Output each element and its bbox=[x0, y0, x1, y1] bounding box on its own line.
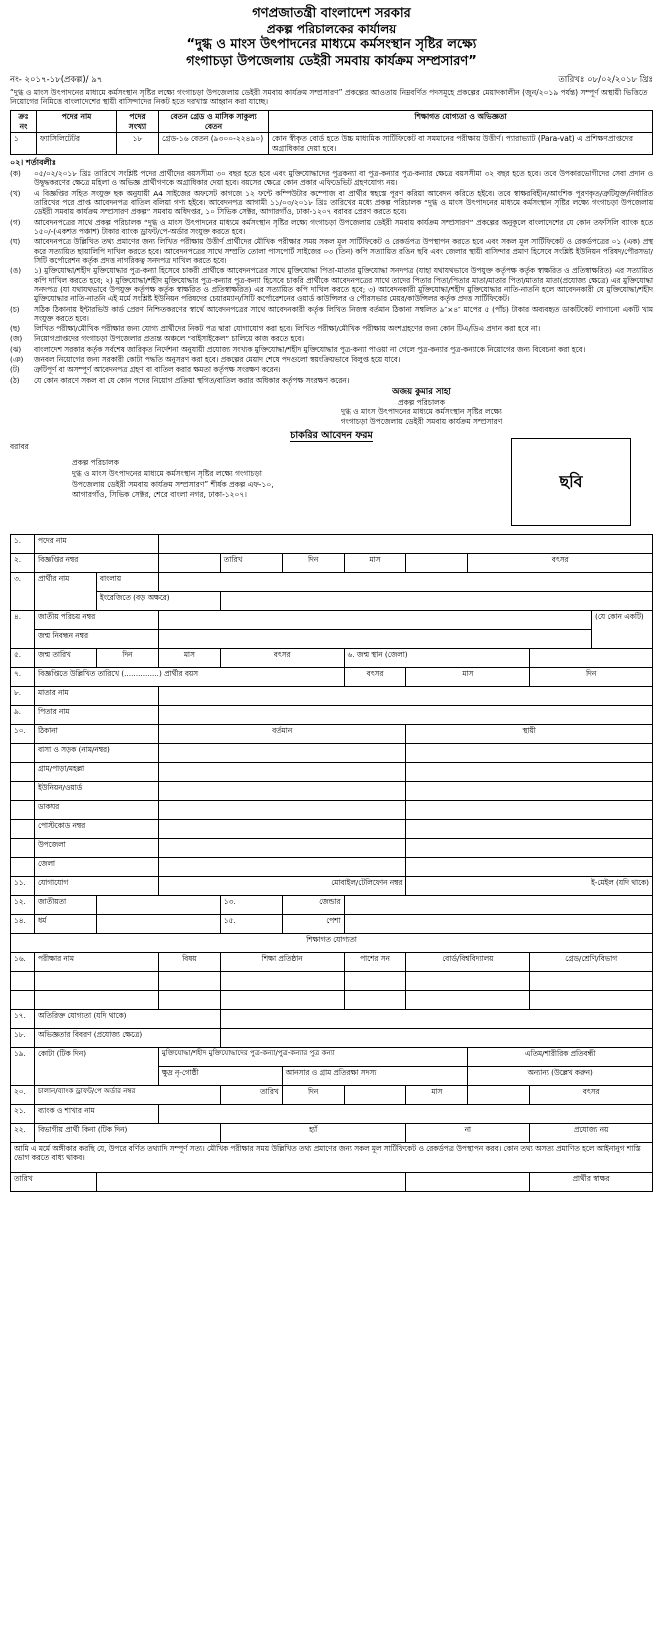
dob-month-label: মাস bbox=[158, 648, 220, 667]
name-english-label: ইংরেজিতে (বড় অক্ষরে) bbox=[96, 591, 220, 610]
condition-key: (ঘ) bbox=[10, 237, 21, 247]
list-item bbox=[10, 324, 653, 333]
mother-name-field[interactable] bbox=[158, 686, 652, 705]
present-address-label: বর্তমান bbox=[158, 724, 406, 743]
table-row bbox=[11, 971, 653, 990]
form-row-religion bbox=[11, 914, 653, 933]
signatory-line1: দুগ্ধ ও মাংস উৎপাদনের মাধ্যমে কর্মসংস্থান সৃষ্টির লক্ষ্যে bbox=[341, 407, 502, 417]
intro-paragraph: “দুগ্ধ ও মাংস উৎপাদনের মাধ্যমে কর্মসংস্থান সৃষ্টির লক্ষ্যে গংগাচড়া উপজেলায় ডেইরী সমবায় কার্যক্রম সম্প্রসারণ” প্রকল্পের আওতায় নিম্নবর্ণিত পদসমূহে প্রকল্পের মেয়াদকালীন (জুন/২০১৯ পর্যন্ত) সম্পূর্ণ অস্থায়ী ভিত্তিতে নিয়োগের নিমিত্তে বাংলাদেশের স্থায়ী বাসিন্দাদের নিকট হতে দরখাস্ত আহ্বান করা যাচ্ছে। bbox=[10, 87, 648, 107]
gender-field[interactable] bbox=[344, 895, 652, 914]
name-english-field[interactable] bbox=[220, 591, 652, 610]
form-row-mother bbox=[11, 686, 653, 705]
cell-post-count: ১৮ bbox=[117, 133, 159, 155]
row-number: ১৮. bbox=[11, 1028, 35, 1047]
institution-field[interactable] bbox=[220, 990, 344, 1009]
list-item bbox=[10, 189, 653, 217]
row-number bbox=[11, 762, 35, 781]
condition-text: ০৫/০২/২০১৮ খ্রিঃ তারিখে সংশ্লিষ্ট পদের প্রার্থীদের বয়সসীমা ৩০ বছর হতে হবে এবং মুক্তিযোদ্ধাদের পুত্রকন্যা বা পুত্র-কন্যার পুত্র-কন্যার ক্ষেত্রে বয়সসীমা ৩২ বছর হতে হবে। তবে উপকারভোগীদের সেবা প্রদান ও উদ্বুদ্ধকরণের ক্ষেত্রে মহিলা ও অভিজ্ঞ প্রার্থীগণকে অগ্রাধিকার দেয়া হবে। বয়সের ক্ষেত্রে কোন প্রকার এফিডেভিট গ্রহণযোগ্য নয়। bbox=[34, 168, 653, 188]
row-number: ১২. bbox=[11, 895, 35, 914]
list-item bbox=[10, 169, 653, 188]
condition-text: বাংলাদেশ সরকার কর্তৃক সর্বশেষ জারিকৃত নির্দেশনা অনুযায়ী প্রযোজ্য সংখ্যক মুক্তিযোদ্ধা/শহীদ মুক্তিযোদ্ধার পুত্র-কন্যা পাওয়া না গেলে পুত্র-কন্যার পুত্র-কন্যাকে নিয়োগের জন্য বিবেচনা করা হবে। bbox=[34, 344, 586, 354]
signatory-name: অজয় কুমার সাহা bbox=[392, 387, 451, 398]
row-number bbox=[11, 990, 35, 1009]
board-field[interactable] bbox=[406, 990, 530, 1009]
circular-no-label: বিজ্ঞপ্তির নম্বর bbox=[34, 553, 158, 572]
permanent-upazila-field[interactable] bbox=[406, 838, 653, 857]
row-number: ১৪. bbox=[11, 914, 35, 933]
payment-year-label: বৎসর bbox=[530, 1085, 653, 1104]
extra-qualification-field[interactable] bbox=[220, 1009, 652, 1028]
memo-number: নং- ২০১৭-১৮(প্রকল্প)/ ৯৭ bbox=[10, 75, 103, 86]
month-field[interactable] bbox=[406, 553, 468, 572]
form-row-address bbox=[11, 838, 653, 857]
row-number: ১৬. bbox=[11, 952, 35, 971]
condition-text: ১) মুক্তিযোদ্ধা/শহীদ মুক্তিযোদ্ধার পুত্র-কন্যা হিসেবে চাকরী প্রার্থীকে আবেদনপত্রের সাথে মুক্তিযোদ্ধা পিতা-মাতার মুক্তিযোদ্ধা সনদপত্র (যাহা যথাযথভাবে উপযুক্ত কর্তৃপক্ষ কর্তৃক স্বাক্ষরিত ও প্রতিস্বাক্ষরিত) এর সত্যায়িত কপি দাখিল করতে হবে; ২) মুক্তিযোদ্ধা/শহীদ মুক্তিযোদ্ধার পুত্র-কন্যার পুত্র-কন্যা হিসেবে চাকরি প্রার্থীকে আবেদনপত্রের সাথে তাদের পিতার পিতা/পিতার মাতা/মাতার পিতা/মাতার মাতা(প্রযোজ্য ক্ষেত্রে) এর মুক্তিযোদ্ধা সনদপত্র (যা যথাযথভাবে উপযুক্ত কর্তৃপক্ষ কর্তৃক স্বাক্ষরিত ও প্রতিস্বাক্ষরিত) এর সত্যায়িত কপি দাখিল করতে হবে; ৩) আবেদনকারী মুক্তিযোদ্ধা/শহীদ মুক্তিযোদ্ধার নাতি-নাতনি হলে আবেদনকারী যে মুক্তিযোদ্ধা/শহীদ মুক্তিযোদ্ধার নাতি-নাতনি এই মর্মে সংশ্লিষ্ট ইউনিয়ন পরিষদের চেয়ারম্যান/সিটি কর্পোরেশনের ওয়ার্ড কাউন্সিলর ও পৌরসভার মেয়র/কাউন্সিলর কর্তৃক প্রদত্ত সার্টিফিকেট। bbox=[34, 266, 653, 304]
row-number bbox=[11, 819, 35, 838]
address-village-label: গ্রাম/পাড়া/মহল্লা bbox=[34, 762, 158, 781]
government-title: গণপ্রজাতন্ত্রী বাংলাদেশ সরকার bbox=[252, 6, 411, 21]
board-label: বোর্ড/বিশ্ববিদ্যালয় bbox=[406, 952, 530, 971]
condition-text: যে কোন কারণে সকল বা যে কোন পদের নিয়োগ প্রক্রিয়া স্থগিত/বাতিল করার অধিকার কর্তৃপক্ষ সংরক্ষণ করেন। bbox=[34, 375, 350, 385]
row-number: ১. bbox=[11, 534, 35, 553]
list-item bbox=[10, 305, 653, 324]
sign-date-field[interactable] bbox=[96, 1172, 406, 1191]
conditions-title: ০২। শর্তাবলীঃ bbox=[10, 157, 57, 167]
applicant-name-label: প্রার্থীর নাম bbox=[34, 572, 96, 610]
project-title-line1: “দুগ্ধ ও মাংস উৎপাদনের মাধ্যমে কর্মসংস্থান সৃষ্টির লক্ষ্যে bbox=[186, 37, 477, 53]
cell-post-name: ফ্যাসিলিটেটর bbox=[37, 133, 117, 155]
cell-salary: গ্রেড-১৬ বেতন (৯৩০০-২২৪৯০) bbox=[159, 133, 269, 155]
form-row-name-en bbox=[11, 591, 653, 610]
row-number: ২. bbox=[11, 553, 35, 572]
row-number: ১১. bbox=[11, 876, 35, 895]
row-number: ৩. bbox=[11, 572, 35, 610]
age-label: বিজ্ঞপ্তিতে উল্লিখিত তারিখে (...............) প্রার্থীর বয়স bbox=[34, 667, 344, 686]
institution-field[interactable] bbox=[220, 971, 344, 990]
list-item bbox=[10, 237, 653, 265]
circular-no-field[interactable] bbox=[158, 553, 220, 572]
row-number bbox=[11, 743, 35, 762]
board-field[interactable] bbox=[406, 971, 530, 990]
name-bangla-label: বাংলায় bbox=[96, 572, 158, 591]
grade-field[interactable] bbox=[530, 990, 653, 1009]
father-name-label: পিতার নাম bbox=[34, 705, 158, 724]
conditions-list bbox=[10, 169, 653, 385]
permanent-address-label: স্থায়ী bbox=[406, 724, 653, 743]
form-row-departmental bbox=[11, 1123, 653, 1142]
bank-label: ব্যাংক ও শাখার নাম bbox=[34, 1104, 158, 1123]
row-number: ৭. bbox=[11, 667, 35, 686]
present-district-field[interactable] bbox=[158, 857, 406, 876]
row-number bbox=[11, 857, 35, 876]
dob-label: জন্ম তারিখ bbox=[34, 648, 96, 667]
form-row-address bbox=[11, 781, 653, 800]
email-label: ই-মেইল (যদি থাকে) bbox=[406, 876, 653, 895]
address-district-label: জেলা bbox=[34, 857, 158, 876]
row-number: ৫. bbox=[11, 648, 35, 667]
address-union-label: ইউনিয়ন/ওয়ার্ড bbox=[34, 781, 158, 800]
form-row-age bbox=[11, 667, 653, 686]
list-item bbox=[10, 365, 653, 374]
row-number: ১৭. bbox=[11, 1009, 35, 1028]
occupation-field[interactable] bbox=[344, 914, 652, 933]
age-day-label: দিন bbox=[530, 667, 653, 686]
form-row-address bbox=[11, 800, 653, 819]
row-number: ৪. bbox=[11, 610, 35, 648]
quota-ethnic[interactable]: ক্ষুদ্র নৃ-গোষ্ঠী bbox=[158, 1066, 282, 1085]
declaration-text: আমি এ মর্মে অঙ্গীকার করছি যে, উপরে বর্ণিত তথ্যাদি সম্পূর্ণ সত্য। মৌখিক পরীক্ষার সময় উল্লিখিত তথ্য প্রমাণের জন্য সকল মূল সার্টিফিকেট ও রেকর্ডপত্র উপস্থাপন করব। কোন তথ্য অসত্য প্রমাণিত হলে আইনানুগ শাস্তি ভোগ করতে বাধ্য থাকব। bbox=[11, 1142, 653, 1172]
address-upazila-label: উপজেলা bbox=[34, 838, 158, 857]
contact-label: যোগাযোগ bbox=[34, 876, 158, 895]
payment-day-field[interactable] bbox=[344, 1085, 406, 1104]
departmental-na[interactable]: প্রযোজ্য নয় bbox=[530, 1123, 653, 1142]
subject-label: বিষয় bbox=[158, 952, 220, 971]
address-postcode-label: পোস্টকোড নম্বর bbox=[34, 819, 158, 838]
cell-qualification: কোন স্বীকৃত বোর্ড হতে উচ্চ মাধ্যমিক সার্টিফিকেট বা সমমানের পরীক্ষায় উত্তীর্ণ। প্যারাভ্যাট (Para-vat) এ প্রশিক্ষণপ্রাপ্তদের অগ্রাধিকার দেয়া হবে। bbox=[269, 133, 653, 155]
exam-name-field[interactable] bbox=[34, 990, 158, 1009]
col-post-count: পদের সংখ্যা bbox=[117, 111, 159, 133]
form-row-name-bn bbox=[11, 572, 653, 591]
memo-line bbox=[10, 75, 653, 86]
form-row-nid bbox=[11, 610, 653, 629]
nid-label: জাতীয় পরিচয় নম্বর bbox=[34, 610, 158, 629]
form-row-payment bbox=[11, 1085, 653, 1104]
applicant-signature-field[interactable] bbox=[406, 1172, 530, 1191]
birth-reg-field[interactable] bbox=[158, 629, 591, 648]
row-number bbox=[11, 971, 35, 990]
list-item bbox=[10, 218, 653, 237]
office-title: প্রকল্প পরিচালকের কার্যালয় bbox=[266, 22, 397, 37]
row-number: ৮. bbox=[11, 686, 35, 705]
address-block bbox=[10, 442, 653, 534]
permanent-village-field[interactable] bbox=[406, 762, 653, 781]
experience-label: অভিজ্ঞতার বিবরণ (প্রযোজ্য ক্ষেত্রে) bbox=[34, 1028, 220, 1047]
passing-year-field[interactable] bbox=[344, 990, 406, 1009]
payment-day-label: দিন bbox=[282, 1085, 344, 1104]
row-number: ১০. bbox=[11, 724, 35, 743]
birth-reg-label: জন্ম নিবন্ধন নম্বর bbox=[34, 629, 158, 648]
address-label: ঠিকানা bbox=[34, 724, 158, 743]
row-number: ৯. bbox=[11, 705, 35, 724]
col-serial: ক্রঃ নং bbox=[11, 111, 37, 133]
condition-key: (চ) bbox=[10, 304, 20, 314]
permanent-postcode-field[interactable] bbox=[406, 819, 653, 838]
post-table bbox=[10, 110, 653, 155]
applicant-signature-label: প্রার্থীর স্বাক্ষর bbox=[530, 1172, 653, 1191]
address-line2: দুগ্ধ ও মাংস উৎপাদনের মাধ্যমে কর্মসংস্থান সৃষ্টির লক্ষ্যে গংগাচড়া bbox=[72, 468, 262, 478]
post-name-label: পদের নাম bbox=[34, 534, 158, 553]
col-salary: বেতন গ্রেড ও মাসিক সাকুল্য বেতন bbox=[159, 111, 269, 133]
present-house-field[interactable] bbox=[158, 743, 406, 762]
form-row-edu-head bbox=[11, 952, 653, 971]
gender-label: জেন্ডার bbox=[282, 895, 344, 914]
form-row-quota bbox=[11, 1047, 653, 1066]
post-name-field[interactable] bbox=[158, 534, 652, 553]
condition-key: (ঙ) bbox=[10, 266, 22, 276]
departmental-no[interactable]: না bbox=[406, 1123, 530, 1142]
extra-qualification-label: অতিরিক্ত যোগ্যতা (যদি থাকে) bbox=[34, 1009, 220, 1028]
subject-field[interactable] bbox=[158, 971, 220, 990]
form-row-edu-title bbox=[11, 933, 653, 952]
form-row-address bbox=[11, 819, 653, 838]
payment-number-label: চালান/ব্যাংক ড্রাফট/পে অর্ডার নম্বর bbox=[34, 1085, 220, 1104]
payment-month-label: মাস bbox=[406, 1085, 468, 1104]
address-line1: প্রকল্প পরিচালক bbox=[72, 457, 120, 467]
form-row-contact bbox=[11, 876, 653, 895]
departmental-label: বিভাগীয় প্রার্থী কিনা (টিক দিন) bbox=[34, 1123, 220, 1142]
month-label: মাস bbox=[344, 553, 406, 572]
list-item bbox=[10, 376, 653, 385]
bank-field[interactable] bbox=[158, 1104, 652, 1123]
quota-freedom-fighter[interactable]: মুক্তিযোদ্ধা/শহীদ মুক্তিযোদ্ধাদের পুত্র-কন্যা/পুত্র-কন্যার পুত্র কন্যা bbox=[158, 1047, 467, 1066]
address-line4: আগারগাঁও, সিভিক সেক্টর, শেরে বাংলা নগর, ঢাকা-১২০৭। bbox=[72, 490, 247, 500]
form-row-birth-reg bbox=[11, 629, 653, 648]
circular-date-label: তারিখ bbox=[220, 553, 282, 572]
condition-text: জনবল নিয়োগের জন্য সরকারী কোটা পদ্ধতি অনুসরণ করা হবে। প্রকল্পের মেয়াদ শেষে পদগুলো স্বয়ংক্রিয়ভাবে বিলুপ্ত হয়ে যাবে। bbox=[34, 355, 401, 365]
condition-key: (গ) bbox=[10, 217, 21, 227]
condition-key: (ক) bbox=[10, 168, 21, 178]
condition-key: (ঠ) bbox=[10, 375, 20, 385]
departmental-yes[interactable]: হ্যাঁ bbox=[220, 1123, 406, 1142]
present-postoffice-field[interactable] bbox=[158, 800, 406, 819]
condition-key: (ঞ) bbox=[10, 355, 24, 365]
row-number: ১৫. bbox=[220, 914, 282, 933]
list-item bbox=[10, 334, 653, 343]
form-row-extra-qual bbox=[11, 1009, 653, 1028]
list-item bbox=[10, 355, 653, 364]
letterhead bbox=[10, 6, 653, 71]
permanent-district-field[interactable] bbox=[406, 857, 653, 876]
cell-serial: ১ bbox=[11, 133, 37, 155]
condition-text: সঠিক ঠিকানায় ইন্টারভিউ কার্ড প্রেরণ নিশ্চিতকরণের স্বার্থে আবেদনপত্রের সাথে আবেদনকারী কর্তৃক লিখিত নিজস্ব বর্তমান ঠিকানা সম্বলিত ৯″×৪″ মাপের ৫ (পাঁচ) টাকার অব্যবহৃত ডাকটিকেট লাগানো একটি খাম সংযুক্ত করতে হবে। bbox=[34, 304, 653, 323]
row-number bbox=[11, 781, 35, 800]
present-union-field[interactable] bbox=[158, 781, 406, 800]
mother-name-label: মাতার নাম bbox=[34, 686, 158, 705]
form-row-address bbox=[11, 857, 653, 876]
row-number: ২১. bbox=[11, 1104, 35, 1123]
address-body bbox=[72, 458, 432, 502]
form-row-address bbox=[11, 743, 653, 762]
name-bangla-field[interactable] bbox=[158, 572, 652, 591]
birth-place-label: ৬. জন্ম স্থান (জেলা) bbox=[344, 648, 530, 667]
present-upazila-field[interactable] bbox=[158, 838, 406, 857]
condition-key: (জ) bbox=[10, 334, 23, 344]
permanent-postoffice-field[interactable] bbox=[406, 800, 653, 819]
form-row-father bbox=[11, 705, 653, 724]
condition-text: এ বিজ্ঞপ্তির সহিত সংযুক্ত ছক অনুযায়ী A4 সাইজের অফসেট কাগজে ১২ ফন্টে কম্পিউটার কম্পোজ বা প্রার্থীর স্বহস্তে পূরণ করিয়া আবেদন করিতে হইবে। তবে স্বাক্ষরবিহীন/আংশিক পূরণকৃত/ত্রুটিযুক্ত/নির্ধারিত তারিখের পরে প্রাপ্ত আবেদনপত্র বাতিল বলিয়া গণ্য হইবে। আবেদনপত্র আগামী ১১/০৩/২০১৮ খ্রিঃ তারিখের মধ্যে প্রকল্প পরিচালক “দুগ্ধ ও মাংস উৎপাদনের মাধ্যমে কর্মসংস্থান সৃষ্টির লক্ষ্যে গংগাচড়া উপজেলায় ডেইরী সমবায় কার্যক্রম সম্প্রসারণ প্রকল্প” সমবায় অধিদপ্তর, ১০ সিভিক সেক্টর, আগারগাঁও, ঢাকা-১২০৭ বরাবর প্রেরণ করতে হবে। bbox=[34, 188, 653, 217]
form-row-address bbox=[11, 762, 653, 781]
col-post-name: পদের নাম bbox=[37, 111, 117, 133]
present-village-field[interactable] bbox=[158, 762, 406, 781]
quota-label: কোটা (টিক দিন) bbox=[34, 1047, 158, 1085]
condition-text: লিখিত পরীক্ষা/মৌখিক পরীক্ষার জন্য যোগ্য প্রার্থীদের নিকট পত্র দ্বারা যোগাযোগ করা হবে। লিখিত পরীক্ষা/মৌখিক পরীক্ষায় অংশগ্রহণের জন্য কোন টিএ/ডিএ প্রদান করা হবে না। bbox=[34, 324, 541, 334]
exam-name-field[interactable] bbox=[34, 971, 158, 990]
permanent-house-field[interactable] bbox=[406, 743, 653, 762]
grade-field[interactable] bbox=[530, 971, 653, 990]
form-row-signature bbox=[11, 1172, 653, 1191]
condition-key: (ট) bbox=[10, 365, 20, 375]
religion-label: ধর্ম bbox=[34, 914, 96, 933]
table-row bbox=[11, 990, 653, 1009]
application-form bbox=[10, 534, 653, 1192]
phone-label: মোবাইল/টেলিফোন নম্বর bbox=[158, 876, 406, 895]
quota-other[interactable]: অন্যান্য (উল্লেখ করুন) bbox=[468, 1066, 653, 1085]
quota-orphan-disabled[interactable]: এতিম/শারীরিক প্রতিবন্ধী bbox=[468, 1047, 653, 1066]
row-number: ১৯. bbox=[11, 1047, 35, 1085]
form-row-nationality bbox=[11, 895, 653, 914]
religion-field[interactable] bbox=[96, 914, 220, 933]
subject-field[interactable] bbox=[158, 990, 220, 1009]
either-one-note: (যে কোন একটি) bbox=[592, 610, 653, 648]
address-to: বরাবর bbox=[10, 441, 29, 451]
row-number bbox=[11, 838, 35, 857]
table-row bbox=[11, 133, 653, 155]
dob-year-label: বৎসর bbox=[220, 648, 344, 667]
condition-text: ত্রুটিপূর্ণ বা অসম্পূর্ণ আবেদনপত্র গ্রহণ বা বাতিল করার ক্ষমতা কর্তৃপক্ষ সংরক্ষণ করেন। bbox=[34, 365, 281, 375]
row-number: ২০. bbox=[11, 1085, 35, 1104]
condition-key: (খ) bbox=[10, 188, 21, 198]
age-year-label: বৎসর bbox=[344, 667, 406, 686]
occupation-label: পেশা bbox=[282, 914, 344, 933]
condition-key: (ঝ) bbox=[10, 344, 22, 354]
condition-text: নিয়োগপ্রাপ্তদের গংগাচড়া উপজেলার প্রত্যন্ত অঞ্চলে “বাইসাইকেল” চালিয়ে কাজ করতে হবে। bbox=[34, 334, 304, 344]
col-qualification: শিক্ষাগত যোগ্যতা ও অভিজ্ঞতা bbox=[269, 111, 653, 133]
passing-year-label: পাশের সন bbox=[344, 952, 406, 971]
nationality-label: জাতীয়তা bbox=[34, 895, 96, 914]
form-row-bank bbox=[11, 1104, 653, 1123]
form-row-post bbox=[11, 534, 653, 553]
condition-key: (ছ) bbox=[10, 324, 21, 334]
row-number: ১৩. bbox=[220, 895, 282, 914]
form-row-circular bbox=[11, 553, 653, 572]
experience-field[interactable] bbox=[220, 1028, 652, 1047]
education-title: শিক্ষাগত যোগ্যতা bbox=[11, 933, 653, 952]
nid-field[interactable] bbox=[158, 610, 591, 629]
memo-date: তারিখঃ ০৮/০২/২০১৮ খ্রিঃ bbox=[558, 75, 653, 86]
address-house-label: বাসা ও সড়ক (নাম/নম্বর) bbox=[34, 743, 158, 762]
grade-label: গ্রেড/শ্রেণি/বিভাগ bbox=[530, 952, 653, 971]
address-line3: উপজেলায় ডেইরী সমবায় কার্যক্রম সম্প্রসারণ” শীর্ষক প্রকল্প এফ-১০, bbox=[72, 479, 274, 489]
present-postcode-field[interactable] bbox=[158, 819, 406, 838]
sign-date-label: তারিখ bbox=[11, 1172, 97, 1191]
year-label: বৎসর bbox=[468, 553, 653, 572]
condition-text: আবেদনপত্রের সাথে প্রকল্প পরিচালক “দুগ্ধ ও মাংস উৎপাদনের মাধ্যমে কর্মসংস্থান সৃষ্টির লক্ষ্যে গংগাচড়া উপজেলায় ডেইরী সমবায় কার্যক্রম সম্প্রসারণ” প্রকল্পের অনুকূলে বাংলাদেশের যে কোন তফসিলি ব্যাংক হতে ১৫০/-(একশত পঞ্চাশ) টাকার ব্যাংক ড্রাফট/পে-অর্ডার সংযুক্ত করতে হবে। bbox=[34, 217, 653, 236]
form-row-declaration bbox=[11, 1142, 653, 1172]
form-row-address-head bbox=[11, 724, 653, 743]
form-row-dob bbox=[11, 648, 653, 667]
birth-place-field[interactable] bbox=[530, 648, 653, 667]
project-title-line2: গংগাচড়া উপজেলায় ডেইরী সমবায় কার্যক্রম সম্প্রসারণ” bbox=[186, 54, 477, 70]
condition-text: আবেদনপত্রে উল্লিখিত তথ্য প্রমাণের জন্য লিখিত পরীক্ষায় উত্তীর্ণ প্রার্থীদের মৌখিক পরীক্ষার সময় সকল মূল সার্টিফিকেট ও রেকর্ডপত্র উপস্থাপন করতে হবে এবং সকল মূল সার্টিফিকেট ও রেকর্ডপত্রের ০১ (এক) প্রস্থ করে সত্যায়িত ছায়ালিপি দাখিল করতে হবে। আবেদনপত্রের সাথে সম্প্রতি তোলা পাসপোর্ট সাইজের ০৩ (তিন) কপি সত্যায়িত রঙিন ছবি এবং জেলার স্থায়ী বাসিন্দার প্রমাণ হিসেবে সংশ্লিষ্ট ইউনিয়ন পরিষদ/পৌরসভা/সিটি কর্পোরেশন কর্তৃক প্রদত্ত নাগরিকত্ব সনদপত্র দাখিল করতে হবে। bbox=[34, 237, 653, 265]
exam-name-label: পরীক্ষার নাম bbox=[34, 952, 158, 971]
signatory-designation: প্রকল্প পরিচালক bbox=[397, 397, 445, 407]
post-table-header bbox=[11, 111, 653, 133]
photo-box[interactable]: ছবি bbox=[511, 438, 631, 526]
form-row-experience bbox=[11, 1028, 653, 1047]
payment-month-field[interactable] bbox=[468, 1085, 530, 1104]
permanent-union-field[interactable] bbox=[406, 781, 653, 800]
day-label: দিন bbox=[282, 553, 344, 572]
list-item bbox=[10, 266, 653, 303]
signature-block bbox=[190, 387, 653, 426]
age-month-label: মাস bbox=[406, 667, 530, 686]
address-postoffice-label: ডাকঘর bbox=[34, 800, 158, 819]
dob-day-label: দিন bbox=[96, 648, 158, 667]
signatory-line2: গংগাচড়া উপজেলায় ডেইরী সমবায় কার্যক্রম সম্প্রসারণ bbox=[340, 416, 503, 426]
father-name-field[interactable] bbox=[158, 705, 652, 724]
row-number: ২২. bbox=[11, 1123, 35, 1142]
row-number bbox=[11, 800, 35, 819]
institution-label: শিক্ষা প্রতিষ্ঠান bbox=[220, 952, 344, 971]
nationality-field[interactable] bbox=[96, 895, 220, 914]
passing-year-field[interactable] bbox=[344, 971, 406, 990]
payment-date-label: তারিখ bbox=[220, 1085, 282, 1104]
list-item bbox=[10, 345, 653, 354]
quota-ansar[interactable]: আনসার ও গ্রাম প্রতিরক্ষা সদস্য bbox=[282, 1066, 468, 1085]
form-title-text: চাকরির আবেদন ফরম bbox=[290, 429, 373, 441]
